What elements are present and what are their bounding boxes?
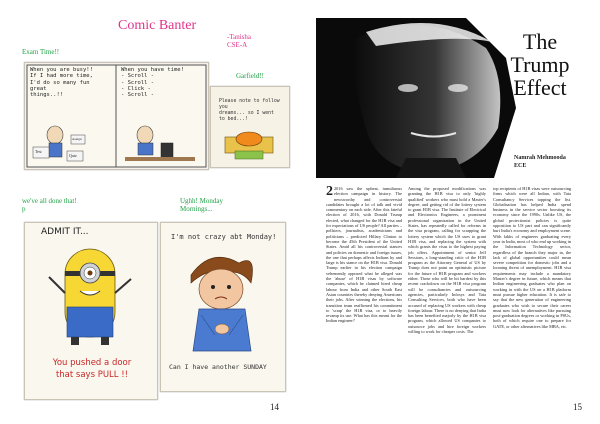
minion-bottom-line: that says PULL !! (55, 370, 129, 380)
comic1-left-text (30, 67, 93, 98)
author-name: Namrah Mehmooda (514, 155, 566, 161)
article-text-col1: 2016 saw the upbeat, tumultuous election campaign in history. The newsworthy and controversial candidates brought a lot of talk and vivid commentary on each side. After this fateful election of 2016, with Donald Trump elected, what changed for the H1B visa and for expectations of US people? All parties – pollsters, journalists, academicians and politicians – predicted Hillary Clinton to become the 45th President of the United States. Amid all his controversial stances and policies on domestic and foreign issues, the one that perhaps affects Indians by and large is his stance on the H1B visa. Donald Trump earlier in his election campaign vehemently opposed what he alleged was the 'abuse' of H1B visas by software companies, which he claimed hired cheap labour from India and other South East Asian countries thereby denying Americans their jobs. After winning the elections, his transition team reaffirmed his commitment to 'scrap' the H1B visa, or to heavily revamp its use. What has this meant for the Indian engineer? (326, 186, 402, 324)
minion-bottom-text (37, 357, 147, 381)
comic1-label-quiz: Quiz (69, 153, 77, 158)
cover-image (316, 18, 584, 178)
article-column-2: Among the proposed modifications was granting the H1B visa to only 'highly qualified' workers who must hold a Master's degree, and getting rid of the lottery system to grant H1B visa. The Institute of Electrical and Electronics Engineers, a prominent professional organization in the United States, has repeatedly called for reforms in the visa program, calling for scrapping the lottery system which the US uses to grant H1B visa, and replacing the system with which grants the visas to the highest paying job offers. Appointment of senior Jeff Sessions, a long-standing critic of the H1B program as the Attorney General of US by Trump does not paint an optimistic picture for the future of H1B program and workers either. Those who will be hit hardest by this recent crackdown on the H1B visa program will be consultancies and outsourcing agencies, particularly Infosys and Tata Consulting Services, both who have been accused of replacing US workers with cheap foreign labour. There is no denying that India has been benefited majorly by the H1B visa program, which allowed US companies to outsource jobs and hire foreign workers willing to work for cheaper costs. The (408, 186, 486, 335)
comic-garfield (210, 86, 290, 168)
comic1-label-test: Test (35, 149, 42, 154)
credit-name: -Tanisha (227, 33, 252, 41)
page-number-left: 14 (270, 402, 279, 412)
article-column-1 (326, 186, 402, 412)
minion-bottom-line: You pushed a door (52, 358, 132, 368)
garfield-line: dreams... so I went (219, 111, 274, 116)
comic1-right-line: - Scroll - (121, 92, 155, 99)
caption-garfield: Garfield!! (236, 72, 264, 80)
drop-cap: 2 (326, 186, 333, 199)
caption-monday-line1: Ughh! Monday (180, 197, 223, 205)
garfield-text (219, 99, 289, 123)
article-title-line: Effect (513, 75, 567, 100)
credit (227, 33, 251, 49)
article-title-line: Trump (510, 52, 570, 77)
caption-monday-line2: Mornings... (180, 205, 213, 213)
comic-monday (160, 222, 286, 392)
comic1-left-line: I'd do so many fun (30, 79, 90, 86)
comic1-right-line: - Scroll - (121, 73, 155, 80)
caption-done-line2: p (22, 205, 26, 213)
credit-dept: CSE-A (227, 41, 248, 49)
comic1-right-text (121, 67, 184, 98)
article-column-3: top recipients of H1B visas were outsourcing firms which were all Indian, with Tata Consultancy Services topping the list. Globalisation has helped India spend business in the service sector boosting its economy since the 1990s. Unlike US, the global protectionist policies is quite opposition to US part and can significantly hurt India's economy and employment scene. With lakhs of engineers graduating every year in India, most of who end up working in the Information Technology sector, regardless of the branch they major in, the lack of global opportunities could mean severe competition for domestic jobs and a looming threat of unemployment. H1B visa requirements may include a mandatory Master's degree in future, which means that Indian engineering graduates who plan on working in with the US on a H1B platform must pursue higher education. It is safe to say that the new generation of engineering graduates who wish to secure their career must now look for alternatives like pursuing post-graduation degrees or working in PSUs, both of which require one to prepare for GATE, or other alternatives like MBA, etc. (493, 186, 571, 329)
monday-bottom-text: Can I have another SUNDAY (169, 363, 267, 371)
monday-top-text: I'm not crazy abt Monday! (171, 233, 277, 241)
page-number-right: 15 (573, 402, 582, 412)
comic1-right-line: - Scroll - (121, 79, 155, 86)
article-title (496, 30, 584, 99)
comic1-right-line: - Click - (121, 85, 151, 92)
comic1-left-line: great (30, 85, 47, 92)
comic-busy-vs-free (24, 62, 209, 170)
garfield-line: to bed...! (219, 117, 248, 122)
caption-exam: Exam Time!! (22, 48, 60, 56)
comic1-left-line: When you are busy!! (30, 67, 93, 73)
comic1-left-line: If I had more time, (30, 73, 93, 80)
garfield-line: Please note to follow you (219, 99, 280, 110)
comic1-right-line: When you have time! (121, 67, 184, 73)
comic1-left-line: things..!! (30, 92, 64, 99)
caption-done-line1: we've all done that! (22, 197, 77, 205)
page-title: Comic Banter (118, 18, 197, 33)
caption-monday (180, 197, 223, 213)
comic1-label-assign: Assign (72, 137, 82, 141)
author-dept: ECE (514, 163, 527, 169)
comic-minion (24, 222, 158, 400)
byline (514, 154, 566, 170)
caption-done (22, 197, 77, 213)
article-title-line: The (522, 29, 558, 54)
minion-top-text: ADMIT IT... (41, 227, 89, 237)
